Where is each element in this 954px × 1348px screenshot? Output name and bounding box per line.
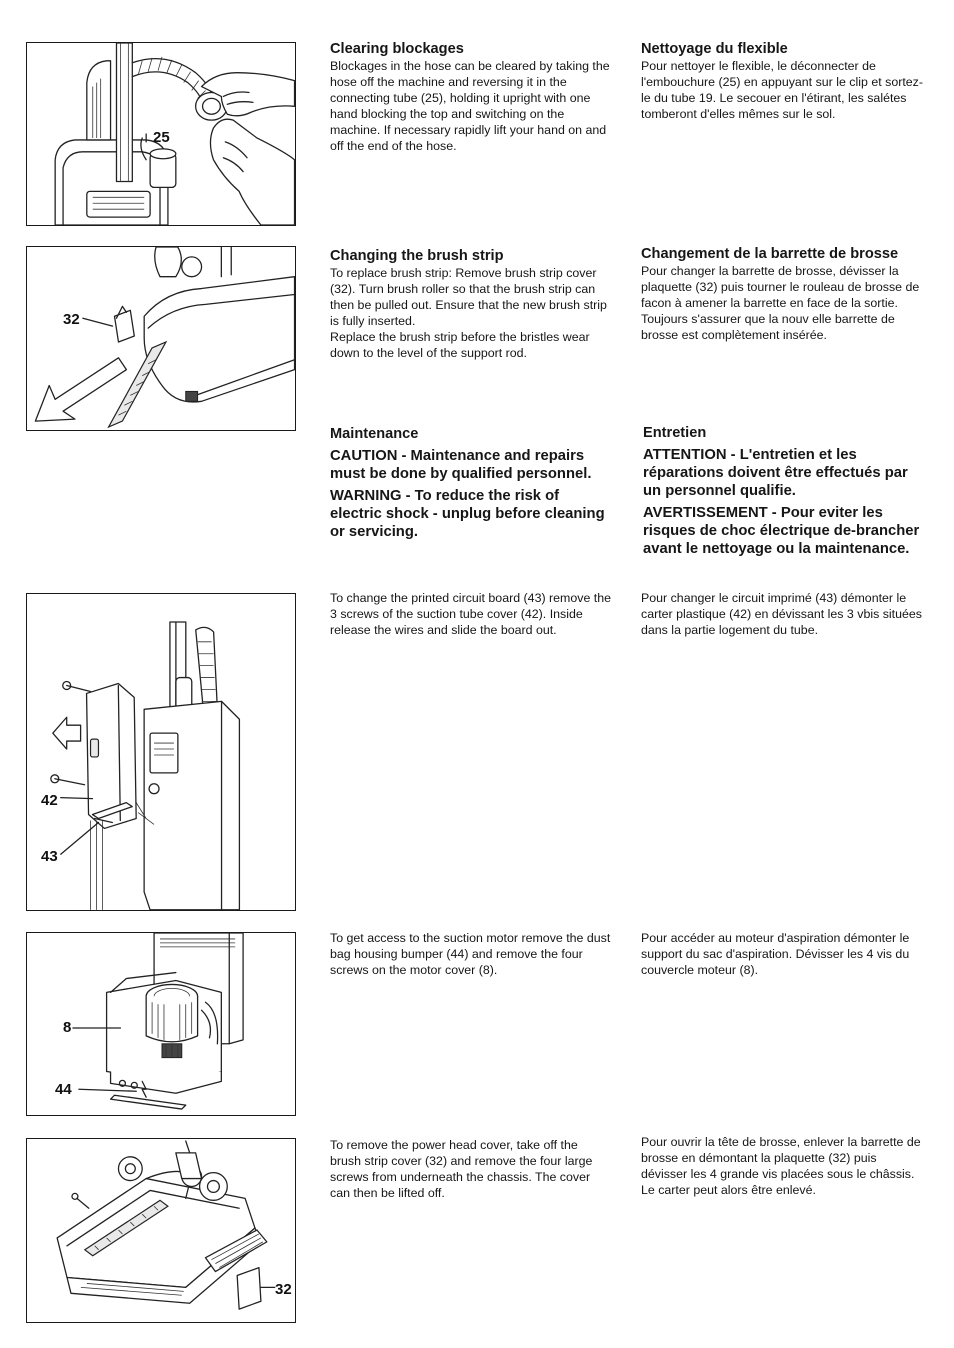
section-circuit-board-en (330, 591, 612, 639)
text-circuit-board-fr: Pour changer le circuit imprimé (43) démonter le carter plastique (42) en dévissant les 3 vbis situées dans la partie logement du tube. (641, 591, 922, 637)
section-power-head-fr (641, 1135, 923, 1199)
callout-25: 25 (153, 129, 170, 146)
caution-text-fr: ATTENTION - L'entretien et les réparations doivent être effectués par un personnel qualifie. (643, 447, 908, 499)
text-nettoyage-flexible: Pour nettoyer le flexible, le déconnecter de l'embouchure (25) en appuyant sur le clip et sortez-le du tube 19. Le secouer en l'étirant, les salétes tomberont d'elles mêmes sur le sol. (641, 59, 923, 121)
heading-nettoyage-flexible: Nettoyage du flexible (641, 41, 788, 57)
warning-text-fr: AVERTISSEMENT - Pour eviter les risques de choc électrique de-brancher avant le nettoyage ou la maintenance. (643, 505, 920, 557)
section-changement-barrette-fr (641, 245, 923, 344)
heading-changement-barrette: Changement de la barrette de brosse (641, 246, 899, 262)
callout-8: 8 (63, 1019, 72, 1036)
section-entretien-fr (643, 424, 923, 558)
heading-entretien: Entretien (643, 425, 707, 441)
callout-32: 32 (63, 311, 80, 328)
heading-changing-brush-strip: Changing the brush strip (330, 248, 504, 264)
text-power-head-fr: Pour ouvrir la tête de brosse, enlever la barrette de brosse en démontant la plaquette (32) puis dévisser les 4 grande vis placées sous le châssis. Le carter peut alors être enlevé. (641, 1135, 921, 1197)
power-head-illustration (27, 1139, 295, 1322)
figure-circuit-board (26, 593, 296, 911)
heading-maintenance: Maintenance (330, 426, 419, 442)
warning-text-en: WARNING - To reduce the risk of electric shock - unplug before cleaning or servicing. (330, 488, 605, 540)
text-suction-motor-fr: Pour accéder au moteur d'aspiration démonter le support du sac d'aspiration. Dévisser les 4 vis du couvercle moteur (8). (641, 931, 910, 977)
section-changing-brush-strip-en (330, 247, 612, 361)
figure-suction-motor (26, 932, 296, 1116)
text-changing-brush-strip: To replace brush strip: Remove brush strip cover (32). Turn brush roller so that the brush strip can then be pulled out. Ensure that the new brush strip is fully inserted. (330, 266, 607, 328)
callout-42: 42 (41, 792, 58, 809)
section-nettoyage-flexible-fr (641, 40, 923, 123)
section-maintenance-en (330, 425, 610, 541)
figure-power-head (26, 1138, 296, 1323)
text-circuit-board-en: To change the printed circuit board (43) remove the 3 screws of the suction tube cover (42). Inside release the wires and slide the board out. (330, 591, 612, 637)
text-replace-brush-strip: Replace the brush strip before the bristles wear down to the level of the support rod. (330, 329, 590, 360)
circuit-board-illustration (27, 594, 295, 910)
text-power-head-en: To remove the power head cover, take off the brush strip cover (32) and remove the four large screws from underneath the chassis. The cover can then be lifted off. (330, 1138, 593, 1200)
figure-changing-brush-strip (26, 246, 296, 431)
callout-44: 44 (55, 1081, 72, 1098)
heading-clearing-blockages: Clearing blockages (330, 41, 464, 57)
section-suction-motor-fr (641, 931, 923, 979)
section-clearing-blockages-en (330, 40, 612, 154)
text-changement-barrette: Pour changer la barrette de brosse, dévisser la plaquette (32) puis tourner le rouleau de brosse de facon à amener la barrette en face de la sortie. Toujours s'assurer que la nouv elle barrette de brosse est complètement insérée. (641, 264, 920, 342)
section-circuit-board-fr (641, 591, 923, 639)
text-suction-motor-en: To get access to the suction motor remove the dust bag housing bumper (44) and remove the four screws on the motor cover (8). (330, 931, 611, 977)
figure-clearing-blockages (26, 42, 296, 226)
callout-43: 43 (41, 848, 58, 865)
section-power-head-en (330, 1138, 612, 1202)
caution-text-en: CAUTION - Maintenance and repairs must be done by qualified personnel. (330, 448, 592, 482)
callout-32-head: 32 (275, 1281, 292, 1298)
text-clearing-blockages: Blockages in the hose can be cleared by taking the hose off the machine and reversing it in the connecting tube (25), holding it upright with one hand blocking the top and switching on the machine. If necessary rapidly lift your hand on and off the end of the hose. (330, 59, 610, 153)
section-suction-motor-en (330, 931, 612, 979)
brush-strip-illustration (27, 247, 295, 430)
